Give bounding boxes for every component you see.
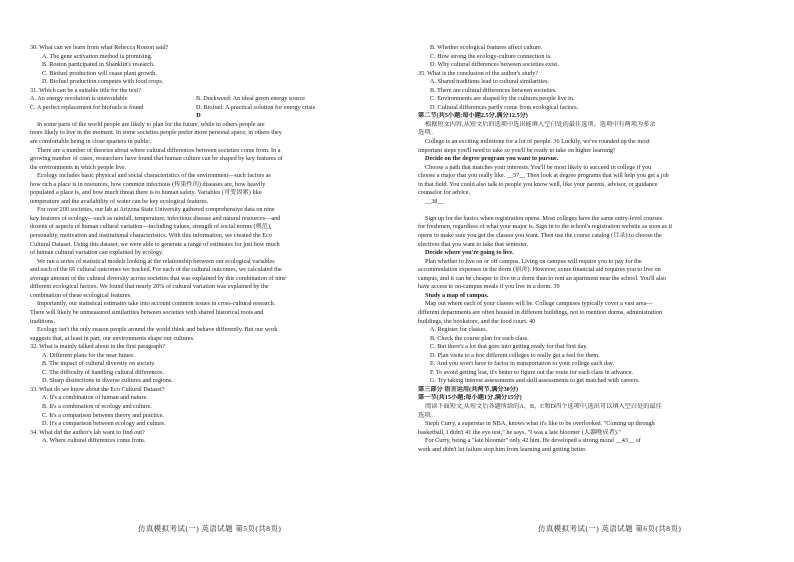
text-line: temperature and the availability of water can be key ecological features. xyxy=(30,197,209,205)
text-line: for freshmen, regardless of what your major is. Sign in to the school's registration website as soon as it xyxy=(418,223,673,231)
page-footer-left: 仿真模拟考试(一) 英语试题 第5页(共8页) xyxy=(138,524,282,533)
text-line: For Curry, being a "late bloomer" only 42 him. He developed a strong moral __43__ of xyxy=(425,437,641,445)
text-line: F. To avoid getting lost, it's better to figure out the route for each class in advance. xyxy=(430,368,634,376)
text-line: C. It's a comparison between theory and practice. xyxy=(42,411,164,419)
text-line: A. Shared traditions lead to cultural similarities. xyxy=(430,78,549,86)
text-line: are comfortable being in close quarters in public. xyxy=(30,138,152,146)
text-line xyxy=(30,104,367,113)
text-line: dozens of aspects of human cultural variation—including values, strength of social norms (规范), xyxy=(30,223,272,231)
right-column xyxy=(418,44,756,454)
text-line: combination of these ecological features. xyxy=(30,291,132,299)
text-line: A. The gene activation method is promising. xyxy=(42,52,153,60)
left-column xyxy=(30,44,367,446)
text-line: G. Try taking interest assessments and skill assessments to get matched with careers. xyxy=(430,377,640,385)
text-line: C. The difficulty of handling cultural differences. xyxy=(42,368,164,376)
text-line: Ecology includes basic physical and social characteristics of the environment—such factors as xyxy=(37,172,271,180)
text-line: Importantly, our statistical estimates take into account common issues in cross-cultural research. xyxy=(37,300,276,308)
text-line: more likely to live in the moment. In some societies people prefer more personal space; in others they xyxy=(30,129,282,137)
text-line: key features of ecology—such as rainfall, temperature, infectious disease and natural resources—and xyxy=(30,214,281,222)
text-line: Decide on the degree program you want to pursue. xyxy=(425,155,559,163)
text-line: B. Check the course plan for each class. xyxy=(430,334,529,342)
text-line: There will likely be unmeasured similarities between societies with shared historical roots and xyxy=(30,308,264,316)
text-line: suggests that, at least in part, our environments shape our cultures. xyxy=(30,334,195,342)
text-line: Plan whether to live on or off campus. Living on campus will require you to pay for the xyxy=(425,257,642,265)
text-line: C. How strong the ecology-culture connection is. xyxy=(430,52,552,60)
text-line: Steph Curry, a superstar in NBA, knows what it's like to be overlooked. "Coming up through xyxy=(425,420,655,428)
text-line: A. It's a combination of human and nature. xyxy=(42,394,148,402)
text-line: C. Biofuel production will cease plant growth. xyxy=(42,69,157,77)
text-line: growing number of cases, researchers have found that human culture can be shaped by key features of xyxy=(30,155,283,163)
text-line: Ecology isn't the only reason people around the world think and behave differently. But our work xyxy=(37,326,278,334)
text-line: campus, and it can be cheaper to live in a dorm than to rent an apartment near the school. You'll also xyxy=(418,274,667,282)
text-line: D. Plan visits to a few different colleges to really get a feel for them. xyxy=(430,351,600,359)
text-line: B. There are cultural differences between societies. xyxy=(430,86,557,94)
text-line: B. The impact of cultural diversity on society. xyxy=(42,360,156,368)
text-line: D. Biofuel production competes with food crops. xyxy=(42,78,164,86)
text-line: 30. What can we learn from what Rebecca Roston said? xyxy=(30,44,169,51)
text-line: Choose a path that matches your interests. You'll be most likely to succeed in college if you xyxy=(425,163,652,171)
text-line: C. But there's a lot that goes into getting ready for that first day. xyxy=(430,343,588,351)
text-line: 选项。 xyxy=(418,411,437,419)
text-line: different ecological factors. We found that nearly 20% of cultural variation was explained by the xyxy=(30,283,269,291)
text-line: 第一节(共15小题;每小题1分,满分15分) xyxy=(418,394,522,402)
text-line: B. Whether ecological features affect culture. xyxy=(430,44,543,51)
text-line: Cultural Dataset. Using this dataset, we were able to generate a range of estimates for just how much xyxy=(30,240,280,248)
text-line: D. Cultural differences partly come from ecological factors. xyxy=(430,103,579,111)
text-line: 32. What is mainly talked about in the first paragraph? xyxy=(30,343,165,351)
text-line xyxy=(30,95,367,104)
text-line: D. Why cultural differences between societies exist. xyxy=(430,61,559,69)
option-b: D. Biofuel: A practical solution for energy crisis xyxy=(196,103,316,111)
text-line: basketball, I didn't 41 the eye test," he says. "I was a late bloomer (大器晚成者)." xyxy=(418,428,621,436)
text-line: how rich a place is in resources, how common infectious (传染性的) diseases are, how heavily xyxy=(30,180,266,188)
text-line: opens to make sure you get the classes you want. Then use the course catalog (目录) to choose the xyxy=(418,232,662,240)
text-line: average amount of the cultural diversity across societies that was explained by this combination of nine xyxy=(30,274,286,282)
text-line: E. And you won't have to factor in transportation to your college each day. xyxy=(430,360,615,368)
page-footer-right: 仿真模拟考试(一) 英语试题 第6页(共8页) xyxy=(538,524,682,533)
text-line: 35. What is the conclusion of the author's study? xyxy=(418,69,539,77)
text-line: 第三部分 语言运用(共两节,满分30分) xyxy=(418,385,519,393)
option-b: B. Duckweed: An ideal green energy source xyxy=(196,95,305,103)
text-line: counselor for advice. xyxy=(418,189,471,197)
text-line: 阅读下面短文,从短文后各题所给的A、B、C和D四个选项中,选出可以填入空白处的最佳 xyxy=(425,402,662,410)
text-line: 31. Which can be a suitable title for the text? xyxy=(30,86,141,94)
option-a: A. An energy revolution is unavoidable xyxy=(30,95,128,103)
text-line: 根据短文内容,从短文后的选项中选出能填入空白处的最佳选项。选项中有两项为多余 xyxy=(425,120,656,128)
text-line: 第二节(共5小题;每小题2.5分,满分12.5分) xyxy=(418,112,528,120)
text-line xyxy=(418,206,756,215)
text-line: populated a place is, and how much threat there is to human safety. Variables (可变因素) like xyxy=(30,189,262,197)
text-line: B. It's a combination of ecology and culture. xyxy=(42,402,152,410)
text-line: the environments in which people live. xyxy=(30,163,127,171)
text-line: There are a number of theories about where cultural differences between societies come from. In a xyxy=(37,146,281,154)
text-line: buildings, the bookstore, and the food court. 40 xyxy=(418,317,536,325)
text-line: __38__ xyxy=(425,197,444,205)
text-line: different departments are often housed in different buildings, not to mention dorms, administration xyxy=(418,308,663,316)
text-line: D. It's a comparison between ecology and culture. xyxy=(42,420,166,428)
option-a: C. A perfect replacement for biofuels is found xyxy=(30,103,144,111)
text-line: work and didn't let failure stop him from learning and getting better. xyxy=(418,445,587,453)
text-line: of human cultural variation can explained by ecology. xyxy=(30,249,164,257)
text-line: important steps you'll need to take so you'll be ready to take on higher learning! xyxy=(418,146,616,154)
text-line: Sign up for the basics when registration opens. Most colleges have the same entry-level courses xyxy=(425,214,662,222)
text-line: In some parts of the world people are likely to plan for the future, while in others people are xyxy=(37,120,265,128)
text-line: and each of the 66 cultural outcomes we tracked. For each of the cultural outcomes, we calculated the xyxy=(30,266,282,274)
text-line: accommodation expenses in the dorm (宿舍). However, some financial aid requires you to live on xyxy=(418,266,661,274)
text-line: B. Roston participated in Shanklin's research. xyxy=(42,61,155,69)
text-line: We ran a series of statistical models looking at the relationship between our ecological variables xyxy=(37,257,275,265)
text-line: choose a major that you really like. __37__ Then look at degree programs that will help you get a job xyxy=(418,172,669,180)
text-line: Map out where each of your classes will be. College campuses typically cover a vast area— xyxy=(425,300,653,308)
text-line: College is an exciting milestone for a lot of people. 36 Luckily, we've rounded up the most xyxy=(425,138,650,146)
text-line: Study a map of campus. xyxy=(425,291,489,299)
text-line: have access to on-campus meals if you live in a dorm. 39 xyxy=(418,283,560,291)
text-line: Decide where you're going to live. xyxy=(425,249,514,257)
text-line: 选项。 xyxy=(418,129,437,137)
text-line: C. Environments are shaped by the cultures people live in. xyxy=(430,95,575,103)
text-line: electives that you want to take that semester. xyxy=(418,240,529,248)
text-line: 34. What did the author's lab want to find out? xyxy=(30,428,145,436)
text-line: For over 200 societies, our lab at Arizona State University gathered comprehensive data on nine xyxy=(37,206,275,214)
text-line: A. Register for classes. xyxy=(430,326,488,334)
text-line: traditions. xyxy=(30,317,55,325)
text-line: personality, motivation and institutional characteristics. With this information, we created the Eco xyxy=(30,232,272,240)
text-line: A. Where cultural differences come from. xyxy=(42,437,146,445)
text-line: 33. What do we know about the Eco Cultural Dataset? xyxy=(30,385,165,393)
text-line: in that field. You could also talk to people you know well, like your parents, advisor, or guidance xyxy=(418,180,658,188)
text-line: D xyxy=(196,112,201,120)
text-line: A. Different plans for the near future. xyxy=(42,351,135,359)
text-line: D. Sharp distinctions in diverse cultures and regions. xyxy=(42,377,173,385)
